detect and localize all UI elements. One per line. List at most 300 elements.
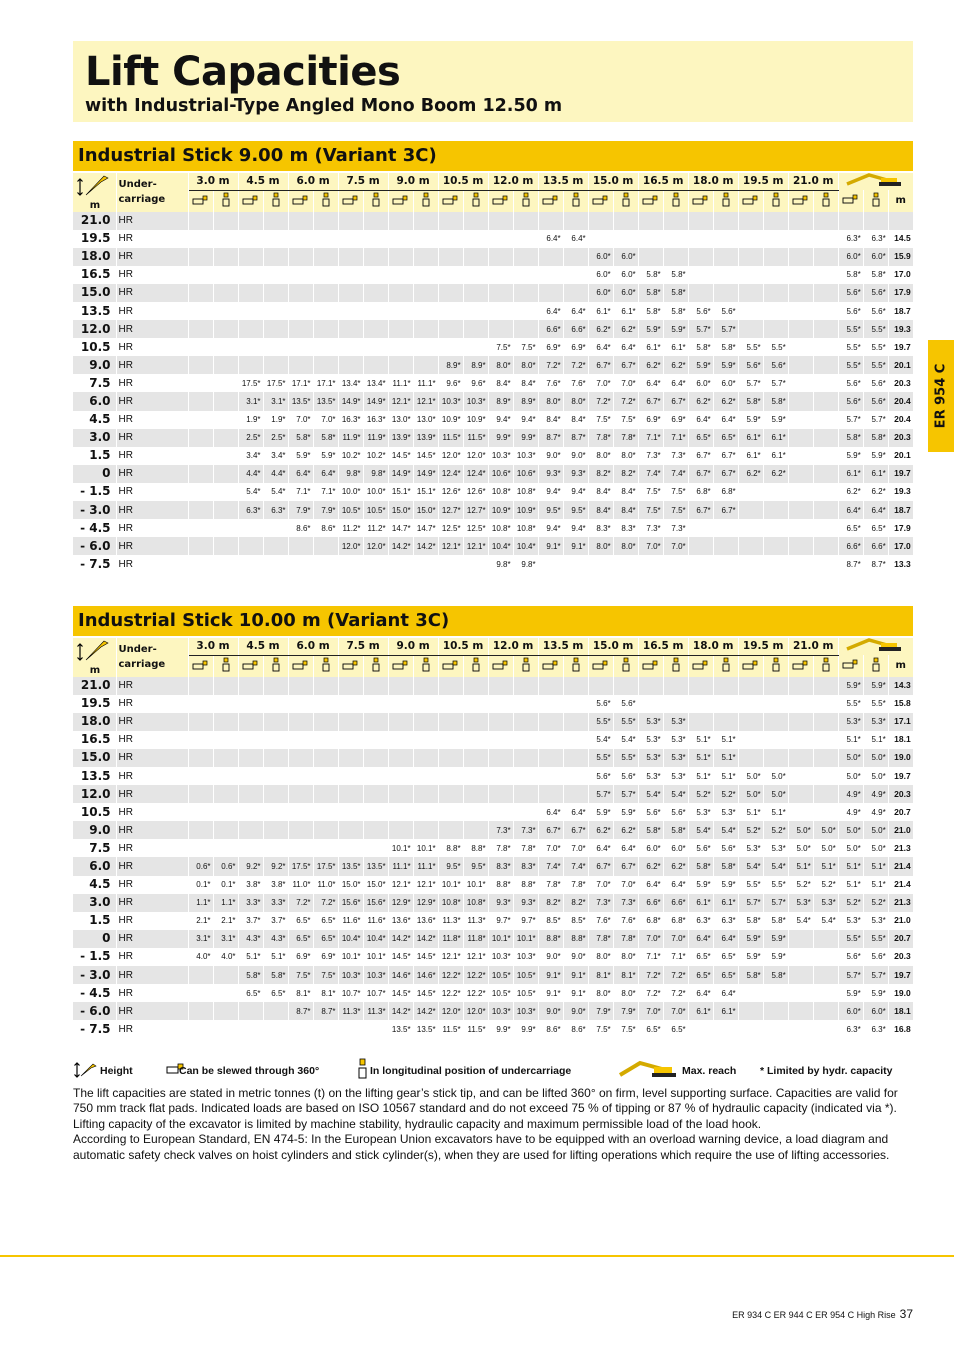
capacity-cell: 7.1*: [288, 483, 313, 501]
capacity-cell: 17.5*: [288, 857, 313, 875]
capacity-cell: [188, 374, 213, 392]
capacity-cell: 8.8*: [513, 876, 538, 894]
capacity-cell: 6.7*: [538, 821, 563, 839]
capacity-cell: 5.1*: [713, 749, 738, 767]
capacity-cell: 5.7*: [763, 894, 788, 912]
capacity-cell: [788, 284, 813, 302]
capacity-cell: 9.3*: [488, 894, 513, 912]
slew-icon: [688, 190, 713, 212]
capacity-cell: [788, 749, 813, 767]
row-undercarriage: HR: [116, 894, 188, 912]
capacity-cell: [738, 677, 763, 695]
capacity-cell: 6.5*: [288, 930, 313, 948]
capacity-cell: 5.8*: [738, 966, 763, 984]
longitudinal-icon: [313, 190, 338, 212]
max-reach-capacity: 6.0*: [838, 1002, 863, 1020]
capacity-cell: 5.8*: [663, 266, 688, 284]
table-row: [73, 555, 913, 573]
height-icon: [73, 1062, 97, 1081]
capacity-cell: [338, 356, 363, 374]
capacity-cell: 9.9*: [488, 429, 513, 447]
capacity-cell: 5.9*: [313, 447, 338, 465]
capacity-cell: [813, 677, 838, 695]
max-reach-capacity: 5.2*: [838, 894, 863, 912]
max-reach-value: 18.1: [888, 1002, 913, 1020]
capacity-cell: 5.8*: [688, 338, 713, 356]
capacity-cell: [788, 212, 813, 230]
capacity-cell: [763, 230, 788, 248]
max-reach-value: 20.3: [888, 374, 913, 392]
capacity-cell: 3.4*: [263, 447, 288, 465]
capacity-cell: [463, 320, 488, 338]
capacity-cell: 9.5*: [563, 501, 588, 519]
table-row: [73, 447, 913, 465]
radius-header: 4.5 m: [238, 638, 288, 655]
row-undercarriage: HR: [116, 984, 188, 1002]
capacity-cell: 6.7*: [638, 392, 663, 410]
capacity-cell: [288, 695, 313, 713]
capacity-cell: 11.1*: [413, 374, 438, 392]
capacity-cell: 5.2*: [788, 876, 813, 894]
capacity-cell: [213, 1002, 238, 1020]
capacity-cell: 3.1*: [263, 392, 288, 410]
capacity-cell: 11.0*: [288, 876, 313, 894]
capacity-cell: 5.8*: [638, 266, 663, 284]
capacity-cell: 5.6*: [688, 302, 713, 320]
capacity-cell: 15.0*: [388, 501, 413, 519]
capacity-cell: 11.1*: [413, 857, 438, 875]
capacity-cell: [288, 555, 313, 573]
capacity-cell: [813, 501, 838, 519]
capacity-cell: 6.4*: [563, 302, 588, 320]
capacity-cell: 7.5*: [313, 966, 338, 984]
capacity-cell: [238, 695, 263, 713]
capacity-cell: 12.1*: [413, 392, 438, 410]
slew-icon: [388, 655, 413, 677]
capacity-cell: 3.1*: [213, 930, 238, 948]
capacity-cell: [538, 212, 563, 230]
capacity-cell: 10.5*: [513, 984, 538, 1002]
capacity-cell: 9.3*: [563, 465, 588, 483]
capacity-cell: 0.6*: [213, 857, 238, 875]
capacity-cell: [338, 749, 363, 767]
capacity-cell: [363, 356, 388, 374]
capacity-cell: 1.9*: [238, 411, 263, 429]
capacity-cell: [763, 677, 788, 695]
capacity-cell: [513, 302, 538, 320]
table-row: [73, 821, 913, 839]
capacity-cell: [763, 302, 788, 320]
capacity-cell: [713, 1020, 738, 1038]
capacity-cell: [488, 266, 513, 284]
capacity-cell: 8.1*: [313, 984, 338, 1002]
capacity-cell: [238, 356, 263, 374]
row-undercarriage: HR: [116, 248, 188, 266]
capacity-cell: 8.8*: [538, 930, 563, 948]
capacity-cell: 10.5*: [338, 501, 363, 519]
capacity-cell: 7.0*: [663, 1002, 688, 1020]
max-reach-capacity: 5.6*: [863, 302, 888, 320]
capacity-cell: 12.2*: [438, 984, 463, 1002]
capacity-cell: 5.5*: [613, 713, 638, 731]
capacity-cell: [788, 948, 813, 966]
max-reach-capacity: 5.8*: [838, 266, 863, 284]
capacity-cell: 11.5*: [463, 1020, 488, 1038]
capacity-cell: 6.5*: [713, 948, 738, 966]
row-height: 1.5: [73, 912, 116, 930]
capacity-cell: 5.6*: [713, 839, 738, 857]
capacity-cell: 5.3*: [663, 731, 688, 749]
capacity-cell: 2.1*: [188, 912, 213, 930]
page-header: [73, 41, 913, 122]
capacity-cell: [338, 320, 363, 338]
capacity-cell: [388, 749, 413, 767]
capacity-cell: 7.5*: [488, 338, 513, 356]
radius-header: 4.5 m: [238, 173, 288, 190]
capacity-cell: [813, 392, 838, 410]
capacity-cell: 8.2*: [563, 894, 588, 912]
max-reach-value: 14.3: [888, 677, 913, 695]
capacity-cell: [313, 302, 338, 320]
capacity-cell: 5.0*: [738, 785, 763, 803]
capacity-cell: 6.2*: [613, 821, 638, 839]
capacity-cell: 5.5*: [613, 749, 638, 767]
capacity-cell: 7.0*: [638, 537, 663, 555]
capacity-cell: 5.4*: [788, 912, 813, 930]
capacity-cell: [513, 803, 538, 821]
capacity-cell: [288, 749, 313, 767]
capacity-cell: [363, 230, 388, 248]
capacity-cell: 5.0*: [788, 839, 813, 857]
capacity-cell: 6.2*: [588, 821, 613, 839]
capacity-cell: 10.7*: [338, 984, 363, 1002]
capacity-cell: [188, 356, 213, 374]
capacity-cell: [213, 230, 238, 248]
capacity-cell: 5.3*: [738, 839, 763, 857]
capacity-cell: 7.8*: [513, 839, 538, 857]
capacity-cell: [338, 803, 363, 821]
row-undercarriage: HR: [116, 284, 188, 302]
capacity-cell: 3.7*: [238, 912, 263, 930]
max-reach-capacity: 5.8*: [863, 266, 888, 284]
longitudinal-icon: [663, 190, 688, 212]
capacity-cell: [238, 519, 263, 537]
max-reach-value: 20.1: [888, 356, 913, 374]
max-reach-capacity: 5.1*: [838, 876, 863, 894]
max-reach-capacity: 6.3*: [863, 1020, 888, 1038]
row-height: 18.0: [73, 713, 116, 731]
capacity-cell: [438, 749, 463, 767]
capacity-cell: [438, 338, 463, 356]
row-undercarriage: HR: [116, 374, 188, 392]
capacity-cell: 6.6*: [538, 320, 563, 338]
capacity-cell: 13.0*: [388, 411, 413, 429]
capacity-cell: 8.4*: [613, 483, 638, 501]
capacity-cell: 8.4*: [538, 411, 563, 429]
capacity-cell: 5.3*: [638, 749, 663, 767]
undercarriage-header: Under- carriage: [116, 638, 188, 677]
side-tab-label: ER 954 C: [933, 363, 949, 429]
capacity-cell: [488, 320, 513, 338]
capacity-cell: 13.0*: [413, 411, 438, 429]
capacity-cell: 13.5*: [363, 857, 388, 875]
capacity-cell: [713, 713, 738, 731]
capacity-cell: 10.0*: [338, 483, 363, 501]
capacity-cell: [788, 501, 813, 519]
legend: [73, 1062, 913, 1080]
capacity-cell: [463, 803, 488, 821]
capacity-cell: 8.9*: [513, 392, 538, 410]
max-reach-capacity: 5.0*: [838, 767, 863, 785]
capacity-cell: 10.4*: [338, 930, 363, 948]
capacity-cell: [263, 266, 288, 284]
row-undercarriage: HR: [116, 447, 188, 465]
capacity-cell: 8.3*: [488, 857, 513, 875]
capacity-cell: [263, 785, 288, 803]
capacity-cell: [263, 519, 288, 537]
capacity-cell: 8.8*: [563, 930, 588, 948]
capacity-cell: 5.3*: [713, 803, 738, 821]
capacity-cell: [788, 230, 813, 248]
capacity-cell: 6.6*: [663, 894, 688, 912]
max-reach-capacity: 6.3*: [838, 1020, 863, 1038]
capacity-cell: [363, 839, 388, 857]
section-title-bar-1: [73, 141, 913, 171]
capacity-cell: 6.3*: [713, 912, 738, 930]
capacity-cell: 12.1*: [388, 876, 413, 894]
capacity-cell: [463, 749, 488, 767]
row-height: 6.0: [73, 392, 116, 410]
capacity-cell: 6.4*: [638, 876, 663, 894]
capacity-cell: [738, 501, 763, 519]
max-reach-capacity: 5.7*: [863, 966, 888, 984]
max-reach-capacity: 5.7*: [863, 411, 888, 429]
capacity-cell: [288, 677, 313, 695]
capacity-cell: 17.1*: [288, 374, 313, 392]
capacity-cell: [263, 302, 288, 320]
longitudinal-icon: [463, 190, 488, 212]
capacity-cell: [188, 338, 213, 356]
capacity-cell: 16.3*: [338, 411, 363, 429]
capacity-cell: 5.3*: [638, 767, 663, 785]
longitudinal-icon: [263, 190, 288, 212]
row-height: - 3.0: [73, 966, 116, 984]
capacity-cell: [813, 212, 838, 230]
capacity-cell: [413, 302, 438, 320]
capacity-cell: [663, 212, 688, 230]
row-undercarriage: HR: [116, 230, 188, 248]
row-undercarriage: HR: [116, 857, 188, 875]
capacity-cell: 5.3*: [688, 803, 713, 821]
capacity-cell: 8.1*: [613, 966, 638, 984]
slew-icon: [438, 190, 463, 212]
capacity-cell: 3.8*: [238, 876, 263, 894]
max-reach-capacity: 6.5*: [863, 519, 888, 537]
capacity-cell: [388, 338, 413, 356]
capacity-cell: 7.2*: [538, 356, 563, 374]
max-reach-value: 20.3: [888, 785, 913, 803]
capacity-cell: 17.5*: [263, 374, 288, 392]
capacity-cell: 7.0*: [613, 374, 638, 392]
row-height: 9.0: [73, 821, 116, 839]
capacity-cell: 7.5*: [588, 411, 613, 429]
table-row: [73, 302, 913, 320]
capacity-cell: 7.5*: [288, 966, 313, 984]
row-undercarriage: HR: [116, 483, 188, 501]
capacity-cell: 14.2*: [413, 1002, 438, 1020]
max-reach-value: 19.0: [888, 749, 913, 767]
capacity-cell: [188, 713, 213, 731]
capacity-cell: [188, 447, 213, 465]
capacity-cell: [813, 302, 838, 320]
row-height: - 6.0: [73, 537, 116, 555]
capacity-cell: 9.7*: [488, 912, 513, 930]
capacity-cell: [738, 749, 763, 767]
capacity-cell: 9.0*: [538, 447, 563, 465]
capacity-cell: [238, 803, 263, 821]
legend-longitudinal: In longitudinal position of undercarriage: [370, 1065, 572, 1077]
capacity-cell: [313, 320, 338, 338]
capacity-cell: [788, 803, 813, 821]
capacity-cell: 5.4*: [238, 483, 263, 501]
capacity-cell: 8.7*: [563, 429, 588, 447]
capacity-cell: 5.6*: [588, 767, 613, 785]
radius-header: 19.5 m: [738, 638, 788, 655]
capacity-cell: [688, 713, 713, 731]
capacity-cell: 5.2*: [813, 876, 838, 894]
max-reach-capacity: 5.5*: [863, 338, 888, 356]
capacity-cell: [188, 803, 213, 821]
capacity-cell: [538, 749, 563, 767]
capacity-cell: [263, 839, 288, 857]
capacity-cell: 10.6*: [513, 465, 538, 483]
row-undercarriage: HR: [116, 537, 188, 555]
capacity-cell: [288, 839, 313, 857]
table-row: [73, 338, 913, 356]
capacity-cell: [588, 555, 613, 573]
capacity-cell: 5.7*: [738, 374, 763, 392]
capacity-cell: [288, 320, 313, 338]
max-reach-capacity: 5.5*: [838, 356, 863, 374]
capacity-cell: [538, 266, 563, 284]
capacity-cell: [363, 713, 388, 731]
capacity-cell: 12.1*: [413, 876, 438, 894]
radius-header: 10.5 m: [438, 173, 488, 190]
max-reach-capacity: 5.6*: [838, 374, 863, 392]
capacity-cell: [738, 284, 763, 302]
capacity-cell: [213, 803, 238, 821]
capacity-cell: 8.9*: [438, 356, 463, 374]
capacity-cell: 7.0*: [588, 374, 613, 392]
max-reach-capacity: [838, 212, 863, 230]
capacity-cell: [813, 320, 838, 338]
capacity-cell: 5.0*: [738, 767, 763, 785]
capacity-cell: [413, 284, 438, 302]
table-row: [73, 465, 913, 483]
capacity-cell: 11.6*: [338, 912, 363, 930]
max-reach-capacity: 5.1*: [838, 731, 863, 749]
capacity-cell: [788, 537, 813, 555]
table-row: [73, 948, 913, 966]
capacity-cell: [638, 212, 663, 230]
max-reach-capacity: 5.6*: [863, 392, 888, 410]
capacity-cell: 9.4*: [488, 411, 513, 429]
capacity-cell: 3.7*: [263, 912, 288, 930]
capacity-cell: [788, 483, 813, 501]
capacity-cell: 7.6*: [538, 374, 563, 392]
max-reach-value: 19.7: [888, 465, 913, 483]
capacity-cell: 10.5*: [363, 501, 388, 519]
max-reach-value: 15.9: [888, 248, 913, 266]
slew-icon: [338, 655, 363, 677]
max-reach-capacity: 6.3*: [838, 230, 863, 248]
table-row: [73, 785, 913, 803]
capacity-cell: [563, 555, 588, 573]
capacity-cell: [813, 447, 838, 465]
max-reach-capacity: 5.3*: [838, 713, 863, 731]
capacity-cell: 5.7*: [613, 785, 638, 803]
capacity-cell: [238, 230, 263, 248]
capacity-cell: [213, 984, 238, 1002]
longitudinal-icon: [613, 190, 638, 212]
capacity-cell: [713, 555, 738, 573]
section-title: Industrial Stick 10.00 m (Variant 3C): [78, 610, 450, 631]
height-header: m: [73, 173, 116, 212]
capacity-cell: [338, 677, 363, 695]
capacity-cell: 17.1*: [313, 374, 338, 392]
slew-icon: [538, 655, 563, 677]
radius-header: 13.5 m: [538, 173, 588, 190]
slew-icon: [388, 190, 413, 212]
capacity-cell: [563, 212, 588, 230]
capacity-cell: [738, 1002, 763, 1020]
capacity-cell: 7.0*: [588, 876, 613, 894]
capacity-cell: [738, 537, 763, 555]
table-row: [73, 501, 913, 519]
capacity-cell: 10.5*: [488, 966, 513, 984]
capacity-cell: [463, 767, 488, 785]
capacity-cell: 13.5*: [388, 1020, 413, 1038]
capacity-cell: 7.3*: [663, 447, 688, 465]
capacity-cell: [713, 695, 738, 713]
capacity-cell: [213, 248, 238, 266]
slew-icon: [788, 190, 813, 212]
max-reach-capacity: 5.7*: [838, 966, 863, 984]
capacity-cell: 6.7*: [588, 356, 613, 374]
capacity-cell: 11.6*: [363, 912, 388, 930]
capacity-cell: [313, 555, 338, 573]
capacity-cell: 15.6*: [338, 894, 363, 912]
capacity-cell: [813, 984, 838, 1002]
capacity-cell: [263, 713, 288, 731]
capacity-cell: 11.3*: [463, 912, 488, 930]
longitudinal-icon: [663, 655, 688, 677]
capacity-cell: [813, 411, 838, 429]
capacity-cell: [288, 767, 313, 785]
capacity-cell: 6.5*: [713, 966, 738, 984]
capacity-cell: [213, 713, 238, 731]
capacity-cell: 6.7*: [688, 501, 713, 519]
capacity-cell: 7.1*: [313, 483, 338, 501]
capacity-cell: 7.2*: [613, 392, 638, 410]
capacity-cell: [238, 677, 263, 695]
capacity-cell: 15.1*: [388, 483, 413, 501]
capacity-cell: [388, 320, 413, 338]
capacity-cell: [713, 519, 738, 537]
capacity-cell: [688, 230, 713, 248]
capacity-cell: [638, 555, 663, 573]
capacity-cell: [788, 447, 813, 465]
